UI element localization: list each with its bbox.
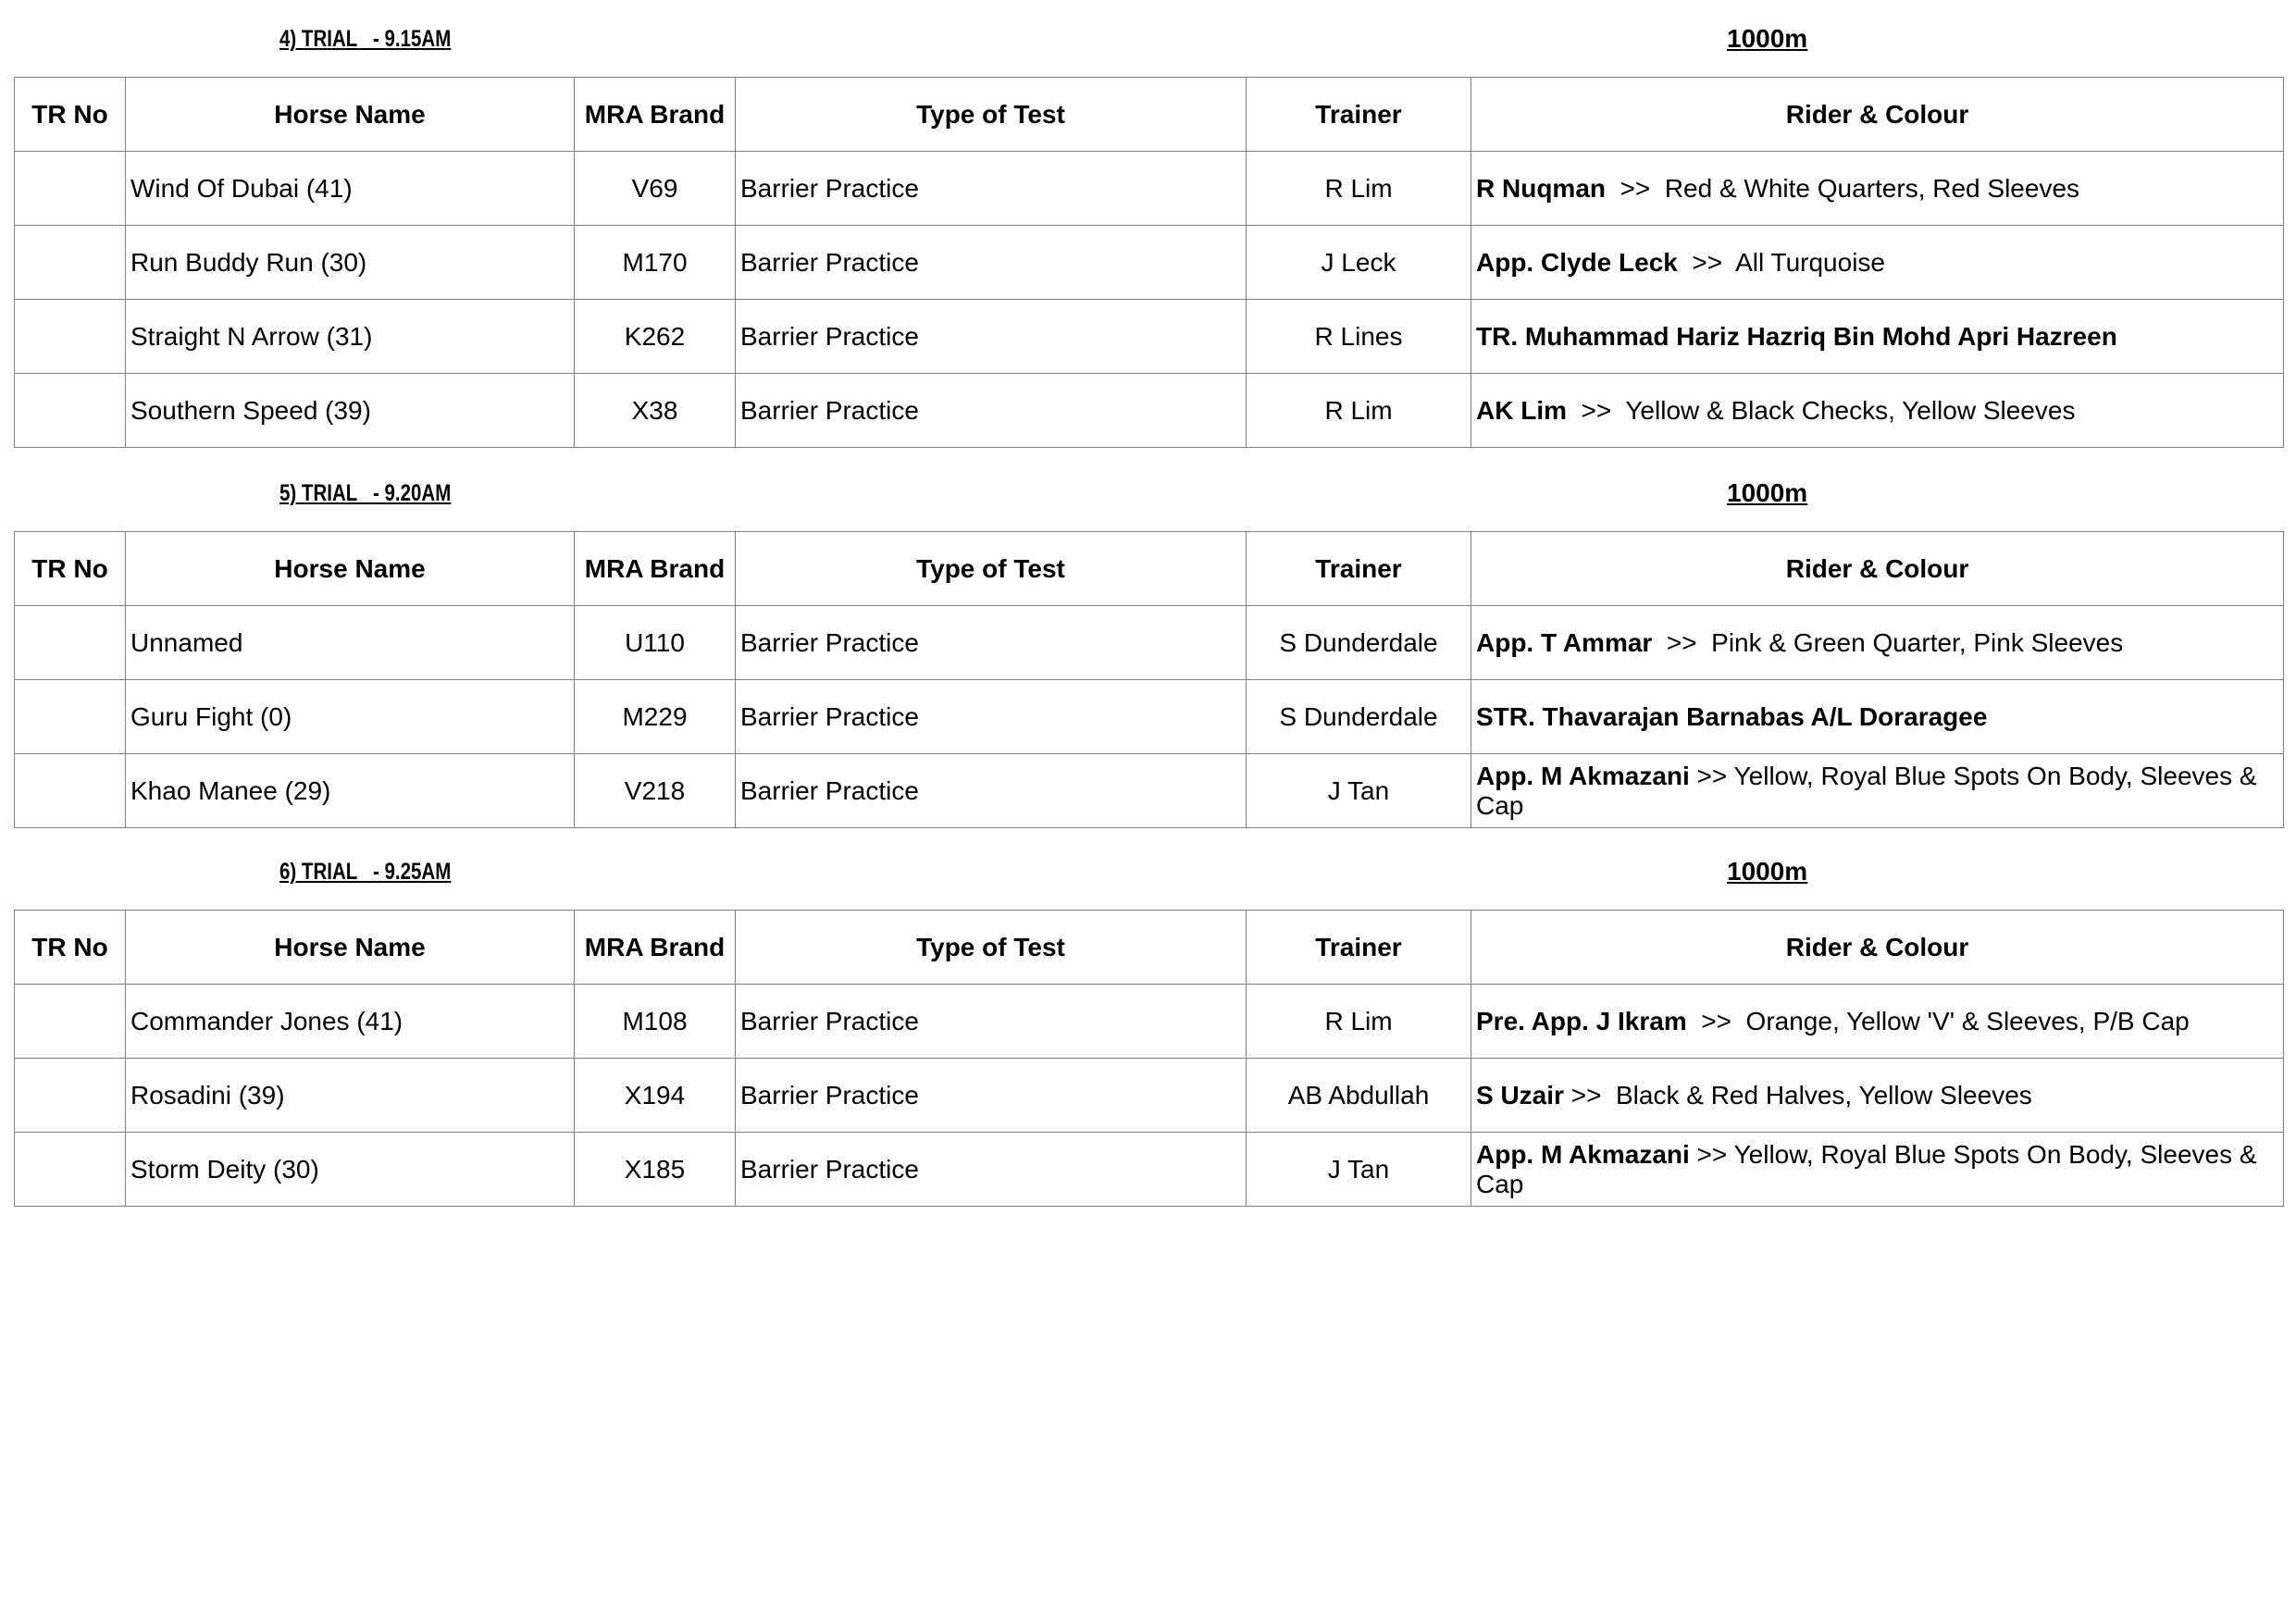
rider-separator: >> <box>1652 627 1712 657</box>
trial-table <box>14 531 2284 828</box>
silks-colour: Yellow, Royal Blue Spots On Body, Sleeves & Cap <box>1476 761 2257 820</box>
rider-colour-cell <box>1471 300 2284 374</box>
type-of-test-cell: Barrier Practice <box>736 374 1247 448</box>
rider-colour-cell <box>1471 754 2284 828</box>
trainer-cell: J Leck <box>1247 226 1471 300</box>
silks-colour: All Turquoise <box>1735 247 1885 277</box>
trial-title: 6) TRIAL - 9.25AM <box>279 859 452 885</box>
table-row <box>15 1059 2284 1133</box>
mra-brand-cell: X185 <box>575 1133 736 1207</box>
column-header-type-of-test: Type of Test <box>736 78 1247 152</box>
silks-colour: Pink & Green Quarter, Pink Sleeves <box>1711 627 2124 657</box>
rider-name: App. M Akmazani <box>1476 1139 1690 1169</box>
rider-name: Pre. App. J Ikram <box>1476 1006 1687 1035</box>
table-header-row <box>15 78 2284 152</box>
mra-brand-cell: V69 <box>575 152 736 226</box>
rider-name: AK Lim <box>1476 395 1567 425</box>
rider-separator: >> <box>1686 1006 1746 1035</box>
horse-name-cell: Guru Fight (0) <box>126 680 575 754</box>
table-row <box>15 374 2284 448</box>
column-header-trainer: Trainer <box>1247 532 1471 606</box>
column-header-horse-name: Horse Name <box>126 911 575 985</box>
silks-colour: Red & White Quarters, Red Sleeves <box>1664 173 2080 203</box>
mra-brand-cell: X38 <box>575 374 736 448</box>
trainer-cell: R Lim <box>1247 985 1471 1059</box>
rider-colour-cell <box>1471 152 2284 226</box>
rider-separator: >> <box>1567 395 1626 425</box>
rider-colour-cell <box>1471 1133 2284 1207</box>
rider-colour-cell <box>1471 606 2284 680</box>
column-header-horse-name: Horse Name <box>126 78 575 152</box>
silks-colour: Yellow & Black Checks, Yellow Sleeves <box>1625 395 2076 425</box>
column-header-rider-colour: Rider & Colour <box>1471 78 2284 152</box>
type-of-test-cell: Barrier Practice <box>736 754 1247 828</box>
table-row <box>15 680 2284 754</box>
type-of-test-cell: Barrier Practice <box>736 300 1247 374</box>
trial-distance: 1000m <box>1727 857 1808 886</box>
column-header-tr-no: TR No <box>15 78 126 152</box>
horse-name-cell: Run Buddy Run (30) <box>126 226 575 300</box>
type-of-test-cell: Barrier Practice <box>736 1059 1247 1133</box>
trainer-cell: J Tan <box>1247 1133 1471 1207</box>
type-of-test-cell: Barrier Practice <box>736 680 1247 754</box>
rider-name: App. T Ammar <box>1476 627 1653 657</box>
table-row <box>15 226 2284 300</box>
horse-name-cell: Unnamed <box>126 606 575 680</box>
trainer-cell: S Dunderdale <box>1247 680 1471 754</box>
rider-name: TR. Muhammad Hariz Hazriq Bin Mohd Apri Hazreen <box>1476 321 2117 351</box>
horse-name-cell: Khao Manee (29) <box>126 754 575 828</box>
trainer-cell: R Lim <box>1247 374 1471 448</box>
column-header-tr-no: TR No <box>15 911 126 985</box>
silks-colour: Orange, Yellow 'V' & Sleeves, P/B Cap <box>1745 1006 2190 1035</box>
type-of-test-cell: Barrier Practice <box>736 226 1247 300</box>
rider-name: S Uzair <box>1476 1080 1564 1110</box>
rider-separator: >> <box>1677 247 1736 277</box>
column-header-horse-name: Horse Name <box>126 532 575 606</box>
trainer-cell: S Dunderdale <box>1247 606 1471 680</box>
horse-name-cell: Commander Jones (41) <box>126 985 575 1059</box>
tr-no-cell <box>15 300 126 374</box>
horse-name-cell: Rosadini (39) <box>126 1059 575 1133</box>
rider-name: STR. Thavarajan Barnabas A/L Doraragee <box>1476 701 1988 731</box>
column-header-type-of-test: Type of Test <box>736 911 1247 985</box>
tr-no-cell <box>15 606 126 680</box>
rider-name: R Nuqman <box>1476 173 1606 203</box>
rider-colour-cell <box>1471 985 2284 1059</box>
table-row <box>15 754 2284 828</box>
tr-no-cell <box>15 754 126 828</box>
rider-separator: >> <box>1689 1139 1734 1169</box>
table-row <box>15 152 2284 226</box>
mra-brand-cell: K262 <box>575 300 736 374</box>
trainer-cell: AB Abdullah <box>1247 1059 1471 1133</box>
tr-no-cell <box>15 1059 126 1133</box>
rider-name: App. M Akmazani <box>1476 761 1690 790</box>
table-row <box>15 300 2284 374</box>
mra-brand-cell: X194 <box>575 1059 736 1133</box>
tr-no-cell <box>15 374 126 448</box>
horse-name-cell: Storm Deity (30) <box>126 1133 575 1207</box>
type-of-test-cell: Barrier Practice <box>736 985 1247 1059</box>
column-header-type-of-test: Type of Test <box>736 532 1247 606</box>
rider-separator: >> <box>1606 173 1665 203</box>
mra-brand-cell: V218 <box>575 754 736 828</box>
trainer-cell: J Tan <box>1247 754 1471 828</box>
trial-distance: 1000m <box>1727 478 1808 507</box>
table-row <box>15 606 2284 680</box>
rider-colour-cell <box>1471 374 2284 448</box>
tr-no-cell <box>15 226 126 300</box>
trial-table <box>14 77 2284 448</box>
rider-separator: >> <box>1689 761 1734 790</box>
trial-table <box>14 910 2284 1207</box>
mra-brand-cell: U110 <box>575 606 736 680</box>
mra-brand-cell: M229 <box>575 680 736 754</box>
column-header-mra-brand: MRA Brand <box>575 911 736 985</box>
mra-brand-cell: M170 <box>575 226 736 300</box>
column-header-mra-brand: MRA Brand <box>575 78 736 152</box>
tr-no-cell <box>15 985 126 1059</box>
column-header-trainer: Trainer <box>1247 78 1471 152</box>
silks-colour: Black & Red Halves, Yellow Sleeves <box>1615 1080 2032 1110</box>
trial-title: 5) TRIAL - 9.20AM <box>279 480 452 506</box>
horse-name-cell: Southern Speed (39) <box>126 374 575 448</box>
silks-colour: Yellow, Royal Blue Spots On Body, Sleeves & Cap <box>1476 1139 2257 1198</box>
horse-name-cell: Straight N Arrow (31) <box>126 300 575 374</box>
column-header-rider-colour: Rider & Colour <box>1471 911 2284 985</box>
column-header-tr-no: TR No <box>15 532 126 606</box>
trainer-cell: R Lim <box>1247 152 1471 226</box>
trainer-cell: R Lines <box>1247 300 1471 374</box>
column-header-mra-brand: MRA Brand <box>575 532 736 606</box>
rider-name: App. Clyde Leck <box>1476 247 1678 277</box>
table-row <box>15 1133 2284 1207</box>
rider-colour-cell <box>1471 226 2284 300</box>
rider-separator: >> <box>1563 1080 1616 1110</box>
horse-name-cell: Wind Of Dubai (41) <box>126 152 575 226</box>
table-header-row <box>15 532 2284 606</box>
trial-title: 4) TRIAL - 9.15AM <box>279 26 452 52</box>
type-of-test-cell: Barrier Practice <box>736 152 1247 226</box>
trial-distance: 1000m <box>1727 24 1808 53</box>
mra-brand-cell: M108 <box>575 985 736 1059</box>
table-row <box>15 985 2284 1059</box>
table-header-row <box>15 911 2284 985</box>
rider-colour-cell <box>1471 1059 2284 1133</box>
type-of-test-cell: Barrier Practice <box>736 1133 1247 1207</box>
tr-no-cell <box>15 152 126 226</box>
column-header-trainer: Trainer <box>1247 911 1471 985</box>
rider-colour-cell <box>1471 680 2284 754</box>
tr-no-cell <box>15 680 126 754</box>
tr-no-cell <box>15 1133 126 1207</box>
type-of-test-cell: Barrier Practice <box>736 606 1247 680</box>
column-header-rider-colour: Rider & Colour <box>1471 532 2284 606</box>
